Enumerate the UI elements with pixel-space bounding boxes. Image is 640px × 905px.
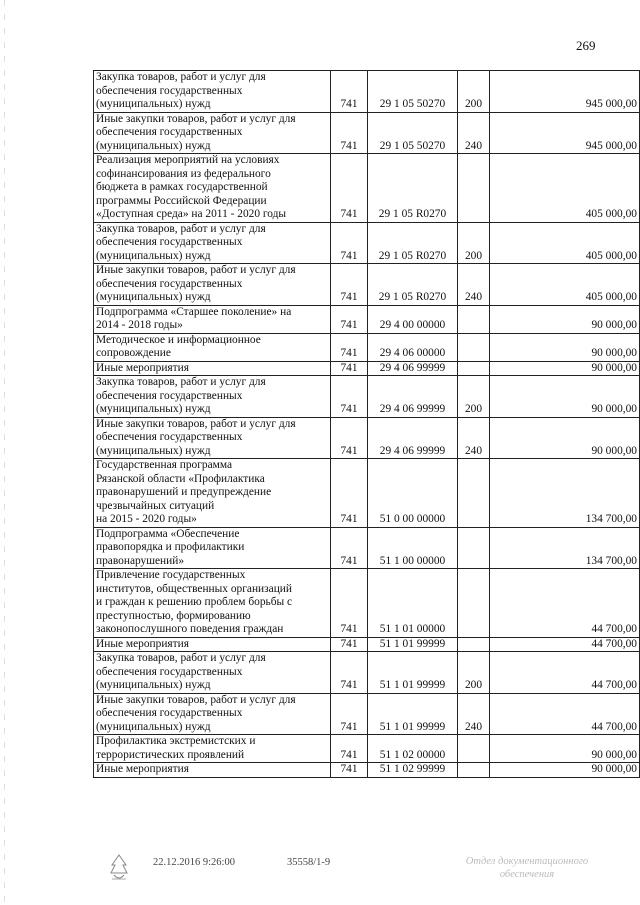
row-code-cell: 741 (331, 305, 368, 333)
table-row (94, 527, 640, 569)
row-name-cell: Методическое и информационное сопровождение (94, 333, 331, 361)
row-csr-cell: 29 1 05 R0270 (368, 264, 458, 306)
row-code-cell: 741 (331, 154, 368, 223)
row-sum-cell: 44 700,00 (490, 637, 640, 652)
row-sum-cell: 44 700,00 (490, 693, 640, 735)
row-sum-cell: 90 000,00 (490, 763, 640, 778)
row-vr-cell (458, 154, 490, 223)
row-vr-cell: 200 (458, 652, 490, 694)
budget-table-body (94, 71, 640, 778)
row-name-cell: Иные мероприятия (94, 637, 331, 652)
row-name-cell: Иные закупки товаров, работ и услуг для обеспечения государственных (муниципальных) нужд (94, 112, 331, 154)
row-vr-cell: 240 (458, 112, 490, 154)
table-row (94, 637, 640, 652)
row-code-cell: 741 (331, 569, 368, 638)
table-row (94, 652, 640, 694)
row-sum-cell: 90 000,00 (490, 376, 640, 418)
row-name-cell: Иные закупки товаров, работ и услуг для обеспечения государственных (муниципальных) нужд (94, 693, 331, 735)
row-code-cell: 741 (331, 527, 368, 569)
stamp-line-1: Отдел документационного (465, 856, 589, 867)
row-sum-cell: 44 700,00 (490, 652, 640, 694)
table-row (94, 71, 640, 113)
row-csr-cell: 29 1 05 50270 (368, 112, 458, 154)
table-row (94, 459, 640, 528)
row-vr-cell: 240 (458, 417, 490, 459)
row-code-cell: 741 (331, 763, 368, 778)
table-row (94, 569, 640, 638)
table-row (94, 333, 640, 361)
table-row (94, 376, 640, 418)
row-csr-cell: 29 4 06 99999 (368, 361, 458, 376)
budget-table-wrap (93, 70, 640, 778)
row-code-cell: 741 (331, 71, 368, 113)
row-vr-cell (458, 361, 490, 376)
row-name-cell: Иные закупки товаров, работ и услуг для обеспечения государственных (муниципальных) нужд (94, 417, 331, 459)
row-name-cell: Закупка товаров, работ и услуг для обеспечения государственных (муниципальных) нужд (94, 376, 331, 418)
row-vr-cell (458, 569, 490, 638)
row-csr-cell: 29 4 00 00000 (368, 305, 458, 333)
row-vr-cell: 200 (458, 222, 490, 264)
table-row (94, 763, 640, 778)
row-sum-cell: 90 000,00 (490, 361, 640, 376)
row-code-cell: 741 (331, 417, 368, 459)
row-vr-cell (458, 459, 490, 528)
row-vr-cell (458, 637, 490, 652)
row-name-cell: Подпрограмма «Старшее поколение» на 2014 - 2018 годы» (94, 305, 331, 333)
row-code-cell: 741 (331, 652, 368, 694)
page-number: 269 (576, 38, 596, 53)
table-row (94, 735, 640, 763)
row-code-cell: 741 (331, 222, 368, 264)
row-csr-cell: 51 1 00 00000 (368, 527, 458, 569)
row-sum-cell: 134 700,00 (490, 527, 640, 569)
footer-doc-number: 35558/1-9 (287, 857, 331, 868)
row-csr-cell: 29 1 05 R0270 (368, 222, 458, 264)
row-name-cell: Закупка товаров, работ и услуг для обеспечения государственных (муниципальных) нужд (94, 222, 331, 264)
row-sum-cell: 134 700,00 (490, 459, 640, 528)
row-vr-cell: 240 (458, 693, 490, 735)
row-code-cell: 741 (331, 112, 368, 154)
row-code-cell: 741 (331, 376, 368, 418)
footer-datetime: 22.12.2016 9:26:00 (153, 857, 235, 868)
row-vr-cell: 240 (458, 264, 490, 306)
row-name-cell: Иные мероприятия (94, 763, 331, 778)
table-row (94, 112, 640, 154)
row-sum-cell: 90 000,00 (490, 305, 640, 333)
row-csr-cell: 51 1 01 99999 (368, 652, 458, 694)
row-sum-cell: 945 000,00 (490, 112, 640, 154)
row-code-cell: 741 (331, 693, 368, 735)
row-code-cell: 741 (331, 735, 368, 763)
row-vr-cell: 200 (458, 71, 490, 113)
row-name-cell: Закупка товаров, работ и услуг для обеспечения государственных (муниципальных) нужд (94, 71, 331, 113)
row-name-cell: Государственная программа Рязанской области «Профилактика правонарушений и предупреждение чрезвычайных ситуаций на 2015 - 2020 годы» (94, 459, 331, 528)
row-name-cell: Привлечение государственных институтов, общественных организаций и граждан к решению проблем борьбы с преступностью, формированию законопослушного поведения граждан (94, 569, 331, 638)
row-vr-cell (458, 735, 490, 763)
row-csr-cell: 29 1 05 50270 (368, 71, 458, 113)
row-sum-cell: 405 000,00 (490, 154, 640, 223)
row-vr-cell (458, 763, 490, 778)
row-csr-cell: 29 4 06 00000 (368, 333, 458, 361)
table-row (94, 264, 640, 306)
row-name-cell: Реализация мероприятий на условиях софинансирования из федерального бюджета в рамках государственной программы Российской Федерации «Доступная среда» на 2011 - 2020 годы (94, 154, 331, 223)
row-name-cell: Закупка товаров, работ и услуг для обеспечения государственных (муниципальных) нужд (94, 652, 331, 694)
table-row (94, 417, 640, 459)
row-sum-cell: 90 000,00 (490, 333, 640, 361)
row-vr-cell (458, 305, 490, 333)
budget-table (93, 70, 640, 778)
row-csr-cell: 29 4 06 99999 (368, 376, 458, 418)
row-csr-cell: 51 1 02 99999 (368, 763, 458, 778)
row-csr-cell: 51 1 01 99999 (368, 637, 458, 652)
document-stamp (452, 855, 602, 881)
scan-edge-marks (4, 0, 5, 905)
row-name-cell: Иные мероприятия (94, 361, 331, 376)
row-csr-cell: 51 0 00 00000 (368, 459, 458, 528)
row-code-cell: 741 (331, 361, 368, 376)
row-code-cell: 741 (331, 637, 368, 652)
row-csr-cell: 51 1 01 99999 (368, 693, 458, 735)
row-name-cell: Профилактика экстремистских и террористических проявлений (94, 735, 331, 763)
row-name-cell: Подпрограмма «Обеспечение правопорядка и профилактики правонарушений» (94, 527, 331, 569)
coat-of-arms-icon (108, 853, 130, 885)
table-row (94, 222, 640, 264)
row-csr-cell: 51 1 01 00000 (368, 569, 458, 638)
row-code-cell: 741 (331, 264, 368, 306)
row-csr-cell: 51 1 02 00000 (368, 735, 458, 763)
row-code-cell: 741 (331, 333, 368, 361)
row-code-cell: 741 (331, 459, 368, 528)
row-csr-cell: 29 1 05 R0270 (368, 154, 458, 223)
table-row (94, 305, 640, 333)
row-sum-cell: 945 000,00 (490, 71, 640, 113)
row-name-cell: Иные закупки товаров, работ и услуг для обеспечения государственных (муниципальных) нужд (94, 264, 331, 306)
stamp-line-2: обеспечения (499, 869, 555, 880)
row-vr-cell (458, 527, 490, 569)
row-sum-cell: 405 000,00 (490, 222, 640, 264)
row-vr-cell: 200 (458, 376, 490, 418)
row-csr-cell: 29 4 06 99999 (368, 417, 458, 459)
row-vr-cell (458, 333, 490, 361)
row-sum-cell: 405 000,00 (490, 264, 640, 306)
row-sum-cell: 90 000,00 (490, 735, 640, 763)
table-row (94, 154, 640, 223)
table-row (94, 361, 640, 376)
row-sum-cell: 44 700,00 (490, 569, 640, 638)
table-row (94, 693, 640, 735)
row-sum-cell: 90 000,00 (490, 417, 640, 459)
